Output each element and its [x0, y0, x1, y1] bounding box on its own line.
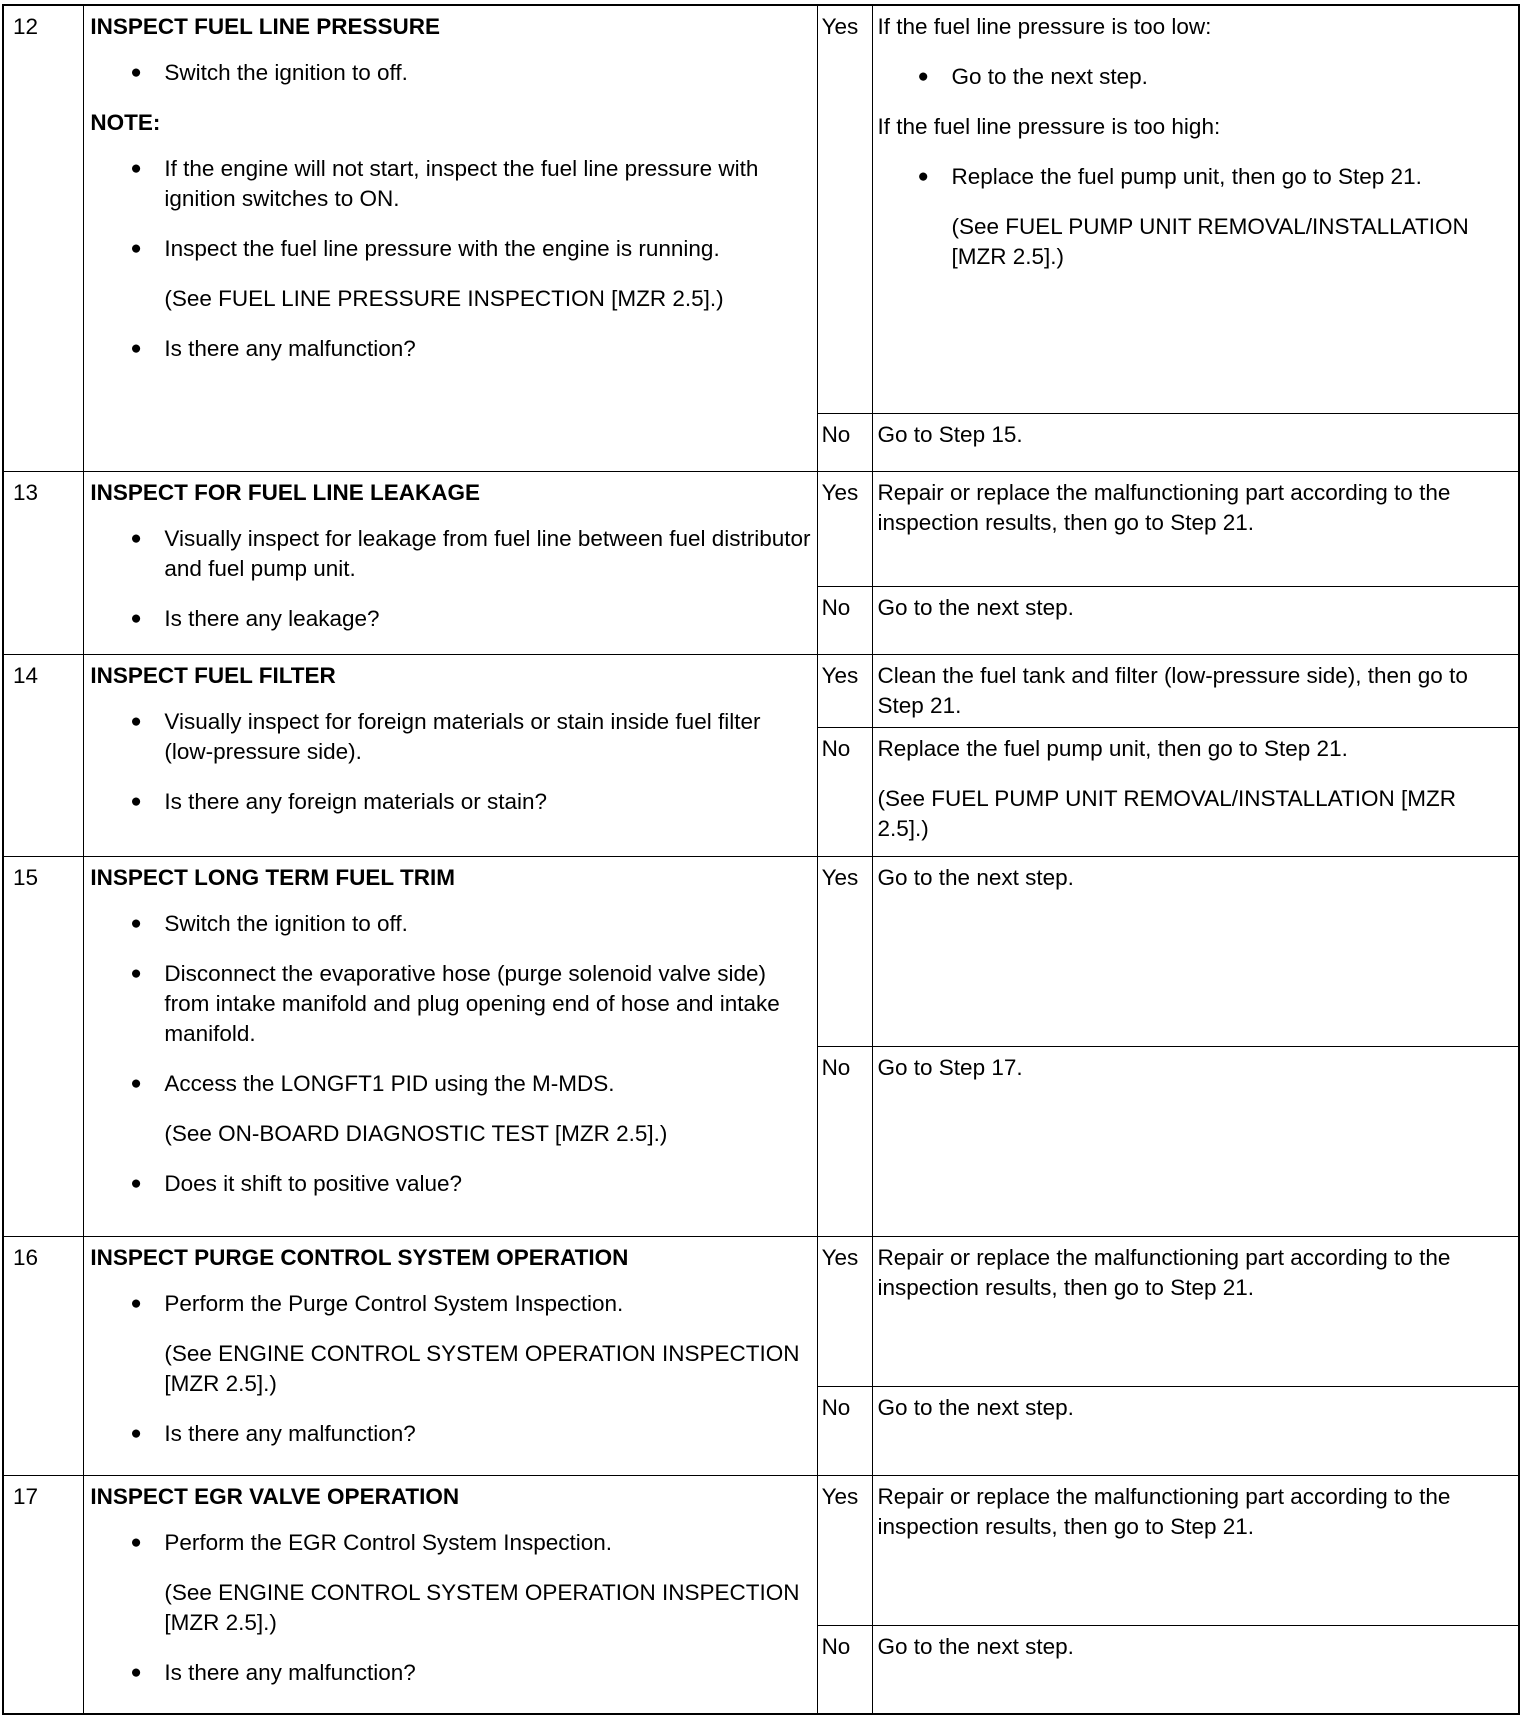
reference-text: (See ON-BOARD DIAGNOSTIC TEST [MZR 2.5].) — [164, 1120, 668, 1146]
step-title: INSPECT LONG TERM FUEL TRIM — [90, 864, 455, 890]
reference-text: (See FUEL LINE PRESSURE INSPECTION [MZR 2.5].) — [164, 286, 724, 311]
reference-text: (See FUEL PUMP UNIT REMOVAL/INSTALLATION [MZR 2.5].) — [951, 214, 1469, 269]
step-number: 16 — [3, 1236, 84, 1475]
step-13-yes-row — [3, 471, 1519, 586]
bullet-item: ● Perform the EGR Control System Inspection. — [90, 1528, 810, 1558]
yes-result: Repair or replace the malfunctioning part according to the inspection results, then go to Step 21. — [872, 1475, 1519, 1625]
question: ● Does it shift to positive value? — [90, 1169, 810, 1199]
bullet-item: ● Perform the Purge Control System Inspection. — [90, 1289, 810, 1319]
question: ● Is there any malfunction? — [90, 1419, 810, 1449]
result-text: Replace the fuel pump unit, then go to Step 21. — [877, 735, 1348, 761]
step-action — [84, 1475, 817, 1714]
no-label: No — [817, 1386, 872, 1475]
reference-text: (See ENGINE CONTROL SYSTEM OPERATION INSPECTION [MZR 2.5].) — [164, 1579, 800, 1635]
yes-label: Yes — [817, 1236, 872, 1386]
reference-text: (See ENGINE CONTROL SYSTEM OPERATION INSPECTION [MZR 2.5].) — [164, 1340, 800, 1396]
yes-result: Repair or replace the malfunctioning part according to the inspection results, then go to Step 21. — [872, 471, 1519, 586]
step-title: INSPECT FUEL FILTER — [90, 662, 336, 688]
yes-result: Clean the fuel tank and filter (low-pressure side), then go to Step 21. — [872, 654, 1519, 727]
question: ● Is there any malfunction? — [90, 334, 810, 364]
yes-label: Yes — [817, 654, 872, 727]
no-result: Go to Step 17. — [872, 1046, 1519, 1236]
question: ● Is there any leakage? — [90, 604, 810, 634]
step-action — [84, 1236, 817, 1475]
result-condition: If the fuel line pressure is too low: — [877, 14, 1212, 39]
yes-label: Yes — [817, 856, 872, 1046]
step-number: 13 — [3, 471, 84, 654]
diagnostic-procedure-table — [2, 4, 1520, 1715]
result-bullet: ● Replace the fuel pump unit, then go to Step 21. — [878, 162, 1512, 192]
result-bullet: ● Go to the next step. — [878, 62, 1512, 92]
bullet-item: ● Access the LONGFT1 PID using the M-MDS. — [90, 1069, 810, 1099]
no-result: Go to the next step. — [872, 586, 1519, 654]
step-action — [84, 856, 817, 1236]
yes-label: Yes — [817, 471, 872, 586]
no-result — [872, 727, 1519, 856]
step-action — [84, 5, 817, 471]
yes-result: Go to the next step. — [872, 856, 1519, 1046]
bullet-item: ● Visually inspect for foreign materials or stain inside fuel filter (low-pressure side). — [90, 707, 810, 767]
step-title: INSPECT EGR VALVE OPERATION — [90, 1483, 460, 1509]
step-number: 12 — [3, 5, 84, 471]
step-16-yes-row — [3, 1236, 1519, 1386]
bullet-item: ● Visually inspect for leakage from fuel line between fuel distributor and fuel pump unit. — [90, 524, 810, 584]
step-action — [84, 471, 817, 654]
yes-result: Repair or replace the malfunctioning part according to the inspection results, then go to Step 21. — [872, 1236, 1519, 1386]
step-17-yes-row — [3, 1475, 1519, 1625]
no-result: Go to the next step. — [872, 1625, 1519, 1714]
step-12-yes-row — [3, 5, 1519, 413]
no-result: Go to Step 15. — [872, 413, 1519, 471]
step-number: 14 — [3, 654, 84, 856]
reference-text: (See FUEL PUMP UNIT REMOVAL/INSTALLATION [MZR 2.5].) — [877, 785, 1456, 841]
step-title: INSPECT FUEL LINE PRESSURE — [90, 14, 440, 39]
step-action — [84, 654, 817, 856]
bullet-item: ● If the engine will not start, inspect the fuel line pressure with ignition switches to ON. — [90, 154, 810, 214]
yes-result — [872, 5, 1519, 413]
step-number: 17 — [3, 1475, 84, 1714]
no-result: Go to the next step. — [872, 1386, 1519, 1475]
step-15-yes-row — [3, 856, 1519, 1046]
bullet-item: ● Inspect the fuel line pressure with the engine is running. — [90, 234, 810, 264]
note-label: NOTE: — [90, 110, 161, 135]
question: ● Is there any foreign materials or stain? — [90, 787, 810, 817]
bullet-item: ● Disconnect the evaporative hose (purge solenoid valve side) from intake manifold and plug opening end of hose and intake manifold. — [90, 959, 810, 1049]
no-label: No — [817, 586, 872, 654]
question: ● Is there any malfunction? — [90, 1658, 810, 1688]
step-title: INSPECT PURGE CONTROL SYSTEM OPERATION — [90, 1244, 629, 1270]
no-label: No — [817, 413, 872, 471]
result-condition: If the fuel line pressure is too high: — [877, 114, 1221, 139]
no-label: No — [817, 727, 872, 856]
yes-label: Yes — [817, 1475, 872, 1625]
bullet-item: ● Switch the ignition to off. — [90, 58, 810, 88]
step-title: INSPECT FOR FUEL LINE LEAKAGE — [90, 479, 480, 505]
bullet-item: ● Switch the ignition to off. — [90, 909, 810, 939]
step-14-yes-row — [3, 654, 1519, 727]
no-label: No — [817, 1625, 872, 1714]
yes-label: Yes — [817, 5, 872, 413]
step-number: 15 — [3, 856, 84, 1236]
no-label: No — [817, 1046, 872, 1236]
